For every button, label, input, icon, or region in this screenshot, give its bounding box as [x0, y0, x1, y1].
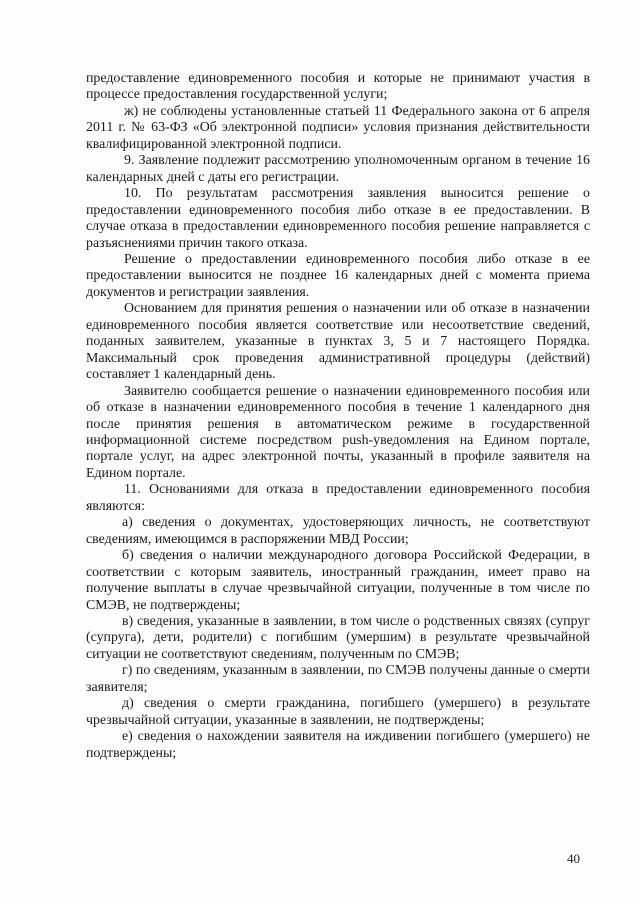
- paragraph-item-zh: ж) не соблюдены установленные статьей 11 Федерального закона от 6 апреля 2011 г. № 63-ФЗ «Об электронной подписи» условия признания действительности квалифицированной электронной подписи.: [86, 103, 590, 152]
- page-number: 40: [567, 851, 580, 866]
- list-item-g: г) по сведениям, указанным в заявлении, по СМЭВ получены данные о смерти заявителя;: [86, 663, 590, 695]
- paragraph-continuation: предоставление единовременного пособия и которые не принимают участия в процессе предоставления государственной услуги;: [86, 71, 590, 103]
- list-item-e: е) сведения о нахождении заявителя на иждивении погибшего (умершего) не подтверждены;: [86, 729, 590, 761]
- paragraph-notification: Заявителю сообщается решение о назначении единовременного пособия или об отказе в назначении единовременного пособия в течение 1 календарного дня после принятия решения в автоматическом режиме в государственной информационной системе посредством push-уведомления на Едином портале, портале услуг, на адрес электронной почты, указанный в профиле заявителя на Едином портале.: [86, 383, 590, 481]
- list-item-v: в) сведения, указанные в заявлении, в том числе о родственных связях (супруг (супруга), дети, родители) с погибшим (умершим) в результате чрезвычайной ситуации не соответствуют сведениям, полученным по СМЭВ;: [86, 613, 590, 662]
- paragraph-10: 10. По результатам рассмотрения заявления выносится решение о предоставлении единовременного пособия либо отказе в ее предоставлении. В случае отказа в предоставлении единовременного пособия решение направляется с разъяснениями причин такого отказа.: [86, 186, 590, 251]
- list-item-d: д) сведения о смерти гражданина, погибшего (умершего) в результате чрезвычайной ситуации, указанные в заявлении, не подтверждены;: [86, 696, 590, 728]
- document-body: [86, 71, 590, 762]
- paragraph-decision-term: Решение о предоставлении единовременного пособия либо отказе в ее предоставлении выносится не позднее 16 календарных дней с момента приема документов и регистрации заявления.: [86, 251, 590, 300]
- paragraph-9: 9. Заявление подлежит рассмотрению уполномоченным органом в течение 16 календарных дней с даты его регистрации.: [86, 153, 590, 185]
- paragraph-decision-basis: Основанием для принятия решения о назначении или об отказе в назначении единовременного пособия является соответствие или несоответствие сведений, поданных заявителем, указанные в пунктах 3, 5 и 7 настоящего Порядка. Максимальный срок проведения административной процедуры (действий) составляет 1 календарный день.: [86, 301, 590, 383]
- list-item-b: б) сведения о наличии международного договора Российской Федерации, в соответствии с которым заявитель, иностранный гражданин, имеет право на получение выплаты в случае чрезвычайной ситуации, полученные в том числе по СМЭВ, не подтверждены;: [86, 548, 590, 613]
- list-item-a: а) сведения о документах, удостоверяющих личность, не соответствуют сведениям, имеющимся в распоряжении МВД России;: [86, 515, 590, 547]
- paragraph-11: 11. Основаниями для отказа в предоставлении единовременного пособия являются:: [86, 482, 590, 514]
